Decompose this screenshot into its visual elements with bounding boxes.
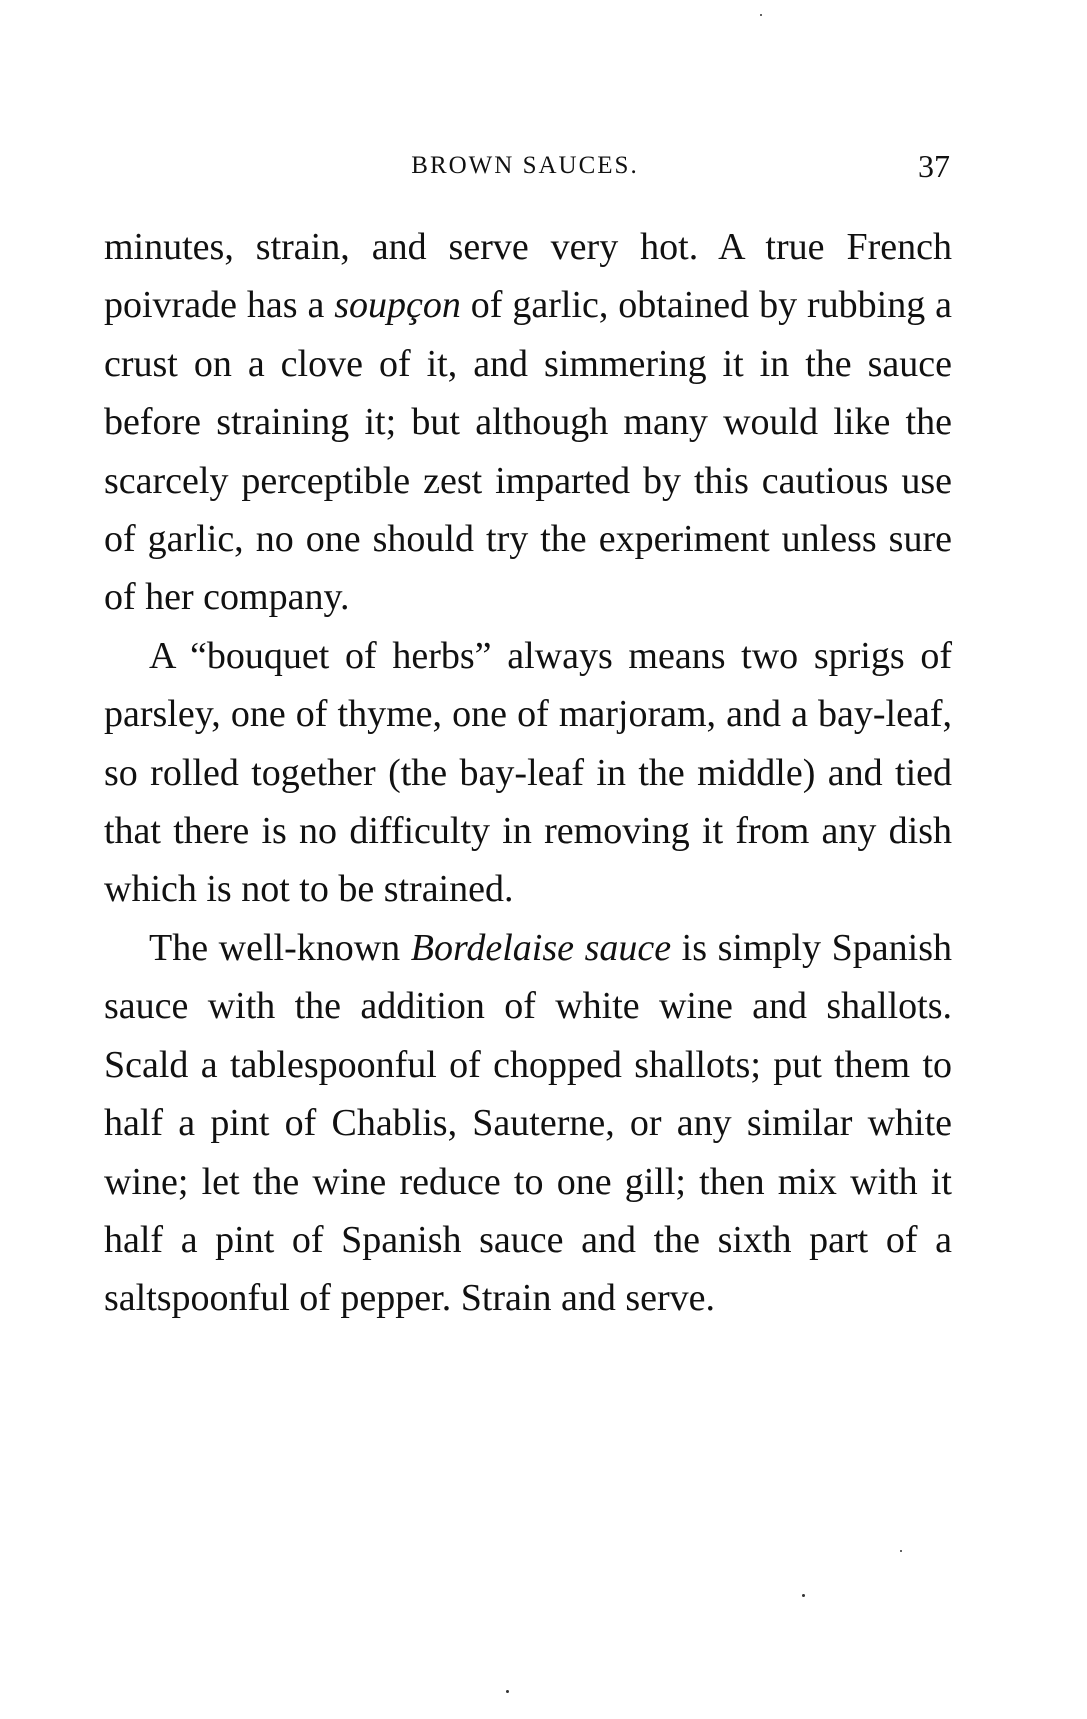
italic-term: soupçon: [334, 284, 461, 327]
ink-speck: [900, 1550, 902, 1552]
paragraph: [104, 919, 952, 1328]
running-title: BROWN SAUCES.: [411, 152, 639, 179]
italic-term: Bordelaise sauce: [410, 926, 672, 969]
ink-speck: [760, 14, 762, 16]
paragraph: [104, 627, 952, 919]
text-segment: minutes, strain, and serve very hot. A true French poivrade has a: [104, 226, 952, 327]
text-segment: A “bouquet of herbs” always means two sprigs of parsley, one of thyme, one of marjoram, and a bay-leaf, so rolled together (the bay-leaf in the middle) and tied that there is no difficulty in removing it from any dish which is not to be strained.: [104, 634, 952, 911]
paragraph: [104, 218, 952, 627]
ink-speck: [506, 1690, 509, 1693]
text-segment: is simply Spanish sauce with the addition of white wine and shallots. Scald a tablespoonful of chopped shallots; put them to half a pint of Chablis, Sauterne, or any similar white wine; let the wine reduce to one gill; then mix with it half a pint of Spanish sauce and the sixth part of a saltspoonful of pepper. Strain and serve.: [104, 926, 952, 1320]
ink-speck: [802, 1594, 805, 1597]
body-text: [104, 218, 952, 1328]
text-segment: of garlic, obtained by rubbing a crust on a clove of it, and simmering it in the sauce before straining it; but although many would like the scarcely perceptible zest imparted by this cautious use of garlic, no one should try the experiment unless sure of her company.: [104, 284, 952, 619]
page-number: 37: [918, 148, 950, 184]
running-head: [100, 148, 950, 192]
text-segment: The well-known: [149, 926, 411, 969]
